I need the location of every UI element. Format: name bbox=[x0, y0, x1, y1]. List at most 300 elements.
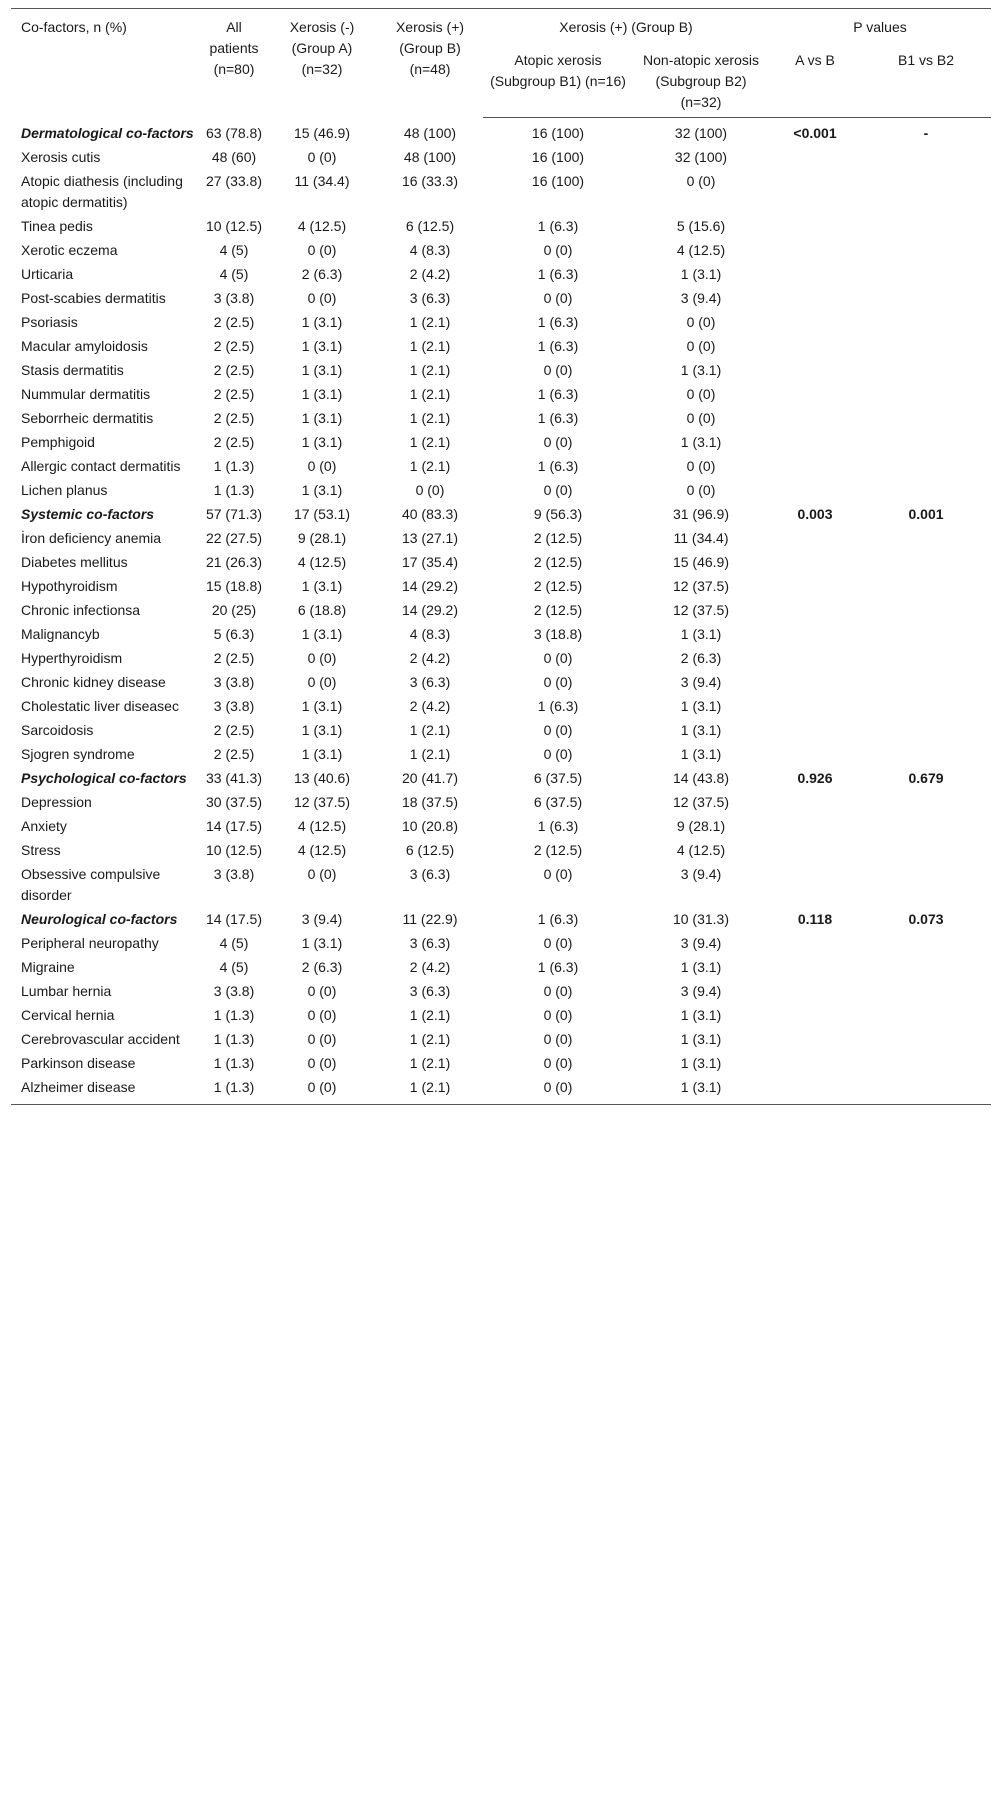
table-row bbox=[11, 527, 991, 551]
cell-group-b: 1 (2.1) bbox=[409, 338, 451, 354]
cell-all-patients: 15 (18.8) bbox=[205, 578, 263, 594]
cell-subgroup-b1: 1 (6.3) bbox=[537, 338, 579, 354]
cell-all-patients: 3 (3.8) bbox=[213, 866, 255, 882]
cell-group-b: 1 (2.1) bbox=[409, 458, 451, 474]
row-label: Parkinson disease bbox=[21, 1055, 136, 1071]
cell-p-a-vs-b bbox=[769, 335, 861, 359]
cell-group-b: 2 (4.2) bbox=[409, 266, 451, 282]
cell-p-a-vs-b bbox=[769, 719, 861, 743]
cell-group-b: 0 (0) bbox=[415, 482, 445, 498]
cell-subgroup-b2: 9 (28.1) bbox=[676, 818, 726, 834]
cell-subgroup-b1: 0 (0) bbox=[543, 722, 573, 738]
cell-p-b1-vs-b2 bbox=[861, 815, 991, 839]
cell-p-b1-vs-b2 bbox=[861, 1004, 991, 1028]
cell-group-a: 1 (3.1) bbox=[301, 338, 343, 354]
header-cofactors: Co-factors, n (%) bbox=[11, 9, 201, 118]
cell-subgroup-b1: 0 (0) bbox=[543, 674, 573, 690]
table-row bbox=[11, 932, 991, 956]
row-label: Seborrheic dermatitis bbox=[21, 410, 154, 426]
cell-group-b: 6 (12.5) bbox=[405, 218, 455, 234]
cell-subgroup-b2: 4 (12.5) bbox=[676, 242, 726, 258]
cell-subgroup-b2: 3 (9.4) bbox=[680, 290, 722, 306]
cell-group-a: 0 (0) bbox=[307, 149, 337, 165]
cell-all-patients: 3 (3.8) bbox=[213, 290, 255, 306]
cell-p-a-vs-b bbox=[769, 932, 861, 956]
cell-group-a: 1 (3.1) bbox=[301, 722, 343, 738]
table-row bbox=[11, 1052, 991, 1076]
table-row bbox=[11, 863, 991, 908]
table-row bbox=[11, 1076, 991, 1105]
cell-p-b1-vs-b2 bbox=[861, 575, 991, 599]
cell-subgroup-b2: 1 (3.1) bbox=[680, 626, 722, 642]
cell-p-a-vs-b bbox=[769, 1076, 861, 1105]
row-label: Tinea pedis bbox=[21, 218, 93, 234]
cell-subgroup-b2: 0 (0) bbox=[686, 314, 716, 330]
cell-all-patients: 1 (1.3) bbox=[213, 482, 255, 498]
cell-subgroup-b1: 0 (0) bbox=[543, 983, 573, 999]
row-label: Hypothyroidism bbox=[21, 578, 118, 594]
table-row bbox=[11, 170, 991, 215]
category-row bbox=[11, 503, 991, 527]
cell-group-a: 0 (0) bbox=[307, 650, 337, 666]
cell-p-b1-vs-b2 bbox=[861, 932, 991, 956]
header-group-a: Xerosis (-) (Group A) (n=32) bbox=[267, 9, 377, 118]
table-row bbox=[11, 287, 991, 311]
cell-subgroup-b1: 1 (6.3) bbox=[537, 410, 579, 426]
cell-all-patients: 4 (5) bbox=[219, 959, 249, 975]
cell-p-b1-vs-b2 bbox=[861, 455, 991, 479]
cell-subgroup-b2: 3 (9.4) bbox=[680, 866, 722, 882]
cell-p-b1-vs-b2 bbox=[861, 647, 991, 671]
cell-p-a-vs-b: <0.001 bbox=[793, 125, 837, 141]
cell-subgroup-b2: 12 (37.5) bbox=[672, 794, 730, 810]
cell-subgroup-b2: 1 (3.1) bbox=[633, 1076, 769, 1105]
cell-p-b1-vs-b2 bbox=[861, 863, 991, 908]
cell-group-b: 1 (2.1) bbox=[377, 1076, 483, 1105]
cell-p-b1-vs-b2 bbox=[861, 1052, 991, 1076]
cell-subgroup-b1: 2 (12.5) bbox=[533, 842, 583, 858]
cell-p-a-vs-b bbox=[769, 311, 861, 335]
cell-p-b1-vs-b2 bbox=[861, 170, 991, 215]
cell-group-b: 1 (2.1) bbox=[409, 1007, 451, 1023]
cell-subgroup-b2: 1 (3.1) bbox=[680, 1031, 722, 1047]
cell-group-a: 13 (40.6) bbox=[293, 770, 351, 786]
cell-subgroup-b2: 0 (0) bbox=[686, 386, 716, 402]
cell-all-patients: 21 (26.3) bbox=[205, 554, 263, 570]
table-row bbox=[11, 599, 991, 623]
cell-all-patients: 4 (5) bbox=[219, 266, 249, 282]
header-a-vs-b: A vs B bbox=[769, 42, 861, 118]
cell-all-patients: 1 (1.3) bbox=[213, 1055, 255, 1071]
cell-p-b1-vs-b2 bbox=[861, 743, 991, 767]
cell-group-a: 0 (0) bbox=[307, 458, 337, 474]
table-row bbox=[11, 359, 991, 383]
cell-group-b: 3 (6.3) bbox=[409, 674, 451, 690]
cell-group-b: 10 (20.8) bbox=[401, 818, 459, 834]
header-group-b: Xerosis (+) (Group B) (n=48) bbox=[377, 9, 483, 118]
cell-subgroup-b2: 12 (37.5) bbox=[672, 602, 730, 618]
cell-group-b: 1 (2.1) bbox=[409, 314, 451, 330]
row-label: Lichen planus bbox=[21, 482, 108, 498]
cell-group-b: 1 (2.1) bbox=[409, 362, 451, 378]
cofactors-table bbox=[11, 8, 991, 1105]
table-row bbox=[11, 980, 991, 1004]
table-row bbox=[11, 1028, 991, 1052]
cell-p-a-vs-b bbox=[769, 647, 861, 671]
row-label: Post-scabies dermatitis bbox=[21, 290, 166, 306]
cell-subgroup-b1: 1 (6.3) bbox=[537, 314, 579, 330]
row-label: Cervical hernia bbox=[21, 1007, 115, 1023]
table-row bbox=[11, 743, 991, 767]
table-row bbox=[11, 671, 991, 695]
table-row bbox=[11, 695, 991, 719]
cell-subgroup-b1: 0 (0) bbox=[543, 290, 573, 306]
cell-group-b: 3 (6.3) bbox=[409, 935, 451, 951]
cell-group-b: 48 (100) bbox=[403, 149, 457, 165]
cell-p-b1-vs-b2 bbox=[861, 215, 991, 239]
cell-p-a-vs-b bbox=[769, 623, 861, 647]
header-subgroup-b2: Non-atopic xerosis (Subgroup B2) (n=32) bbox=[633, 42, 769, 118]
table-row bbox=[11, 551, 991, 575]
cell-subgroup-b2: 1 (3.1) bbox=[680, 434, 722, 450]
table-row bbox=[11, 383, 991, 407]
cell-subgroup-b1: 0 (0) bbox=[543, 434, 573, 450]
cell-group-b: 4 (8.3) bbox=[409, 242, 451, 258]
row-label: Urticaria bbox=[21, 266, 74, 282]
table-header bbox=[11, 9, 991, 118]
cell-p-b1-vs-b2 bbox=[861, 719, 991, 743]
cell-p-a-vs-b bbox=[769, 551, 861, 575]
cell-group-a: 12 (37.5) bbox=[293, 794, 351, 810]
cell-p-a-vs-b bbox=[769, 1028, 861, 1052]
cell-group-b: 17 (35.4) bbox=[401, 554, 459, 570]
row-label: Alzheimer disease bbox=[11, 1076, 201, 1105]
cell-subgroup-b2: 32 (100) bbox=[674, 125, 728, 141]
cell-subgroup-b2: 1 (3.1) bbox=[680, 698, 722, 714]
cell-subgroup-b1: 1 (6.3) bbox=[537, 386, 579, 402]
cell-subgroup-b2: 3 (9.4) bbox=[680, 674, 722, 690]
table-container bbox=[11, 8, 991, 1105]
cell-p-a-vs-b bbox=[769, 743, 861, 767]
cell-group-b: 40 (83.3) bbox=[401, 506, 459, 522]
row-label: Malignancyb bbox=[21, 626, 100, 642]
cell-all-patients: 1 (1.3) bbox=[201, 1076, 267, 1105]
cell-group-a: 1 (3.1) bbox=[301, 314, 343, 330]
cell-all-patients: 3 (3.8) bbox=[213, 983, 255, 999]
cell-subgroup-b1: 16 (100) bbox=[531, 149, 585, 165]
row-label: Psoriasis bbox=[21, 314, 78, 330]
cell-all-patients: 20 (25) bbox=[211, 602, 257, 618]
row-label: Atopic diathesis (including atopic dermatitis) bbox=[21, 173, 183, 210]
cell-p-a-vs-b bbox=[769, 791, 861, 815]
cell-group-b: 48 (100) bbox=[403, 124, 457, 141]
cell-p-b1-vs-b2 bbox=[861, 623, 991, 647]
cell-subgroup-b2: 0 (0) bbox=[686, 482, 716, 498]
cell-group-b: 14 (29.2) bbox=[401, 578, 459, 594]
cell-group-b: 20 (41.7) bbox=[401, 770, 459, 786]
cell-all-patients: 4 (5) bbox=[219, 935, 249, 951]
cell-subgroup-b2: 12 (37.5) bbox=[672, 578, 730, 594]
cell-subgroup-b1: 9 (56.3) bbox=[533, 506, 583, 522]
cell-all-patients: 1 (1.3) bbox=[213, 1031, 255, 1047]
cell-all-patients: 33 (41.3) bbox=[205, 770, 263, 786]
cell-subgroup-b2: 1 (3.1) bbox=[680, 266, 722, 282]
cell-p-a-vs-b bbox=[769, 956, 861, 980]
row-label: Xerosis cutis bbox=[21, 149, 101, 165]
table-row bbox=[11, 839, 991, 863]
cell-all-patients: 3 (3.8) bbox=[213, 674, 255, 690]
cell-subgroup-b1: 1 (6.3) bbox=[537, 698, 579, 714]
cell-subgroup-b1: 0 (0) bbox=[543, 935, 573, 951]
header-group-b-span: Xerosis (+) (Group B) bbox=[483, 9, 769, 43]
cell-group-a: 11 (34.4) bbox=[294, 173, 350, 189]
header-subgroup-b1: Atopic xerosis (Subgroup B1) (n=16) bbox=[483, 42, 633, 118]
row-label: Pemphigoid bbox=[21, 434, 95, 450]
cell-group-b: 4 (8.3) bbox=[409, 626, 451, 642]
cell-p-a-vs-b bbox=[769, 695, 861, 719]
cell-p-a-vs-b bbox=[769, 431, 861, 455]
cell-subgroup-b1: 6 (37.5) bbox=[533, 770, 583, 786]
cell-group-b: 1 (2.1) bbox=[409, 722, 451, 738]
cell-group-a: 2 (6.3) bbox=[301, 266, 343, 282]
cell-p-b1-vs-b2 bbox=[861, 146, 991, 170]
cell-p-b1-vs-b2 bbox=[861, 479, 991, 503]
cell-subgroup-b1: 1 (6.3) bbox=[537, 959, 579, 975]
cell-p-a-vs-b bbox=[769, 407, 861, 431]
row-label: Sjogren syndrome bbox=[21, 746, 135, 762]
cell-subgroup-b1: 0 (0) bbox=[543, 482, 573, 498]
cell-all-patients: 3 (3.8) bbox=[213, 698, 255, 714]
cell-group-b: 1 (2.1) bbox=[409, 1055, 451, 1071]
cell-group-b: 2 (4.2) bbox=[409, 698, 451, 714]
row-label: Obsessive compulsive disorder bbox=[21, 866, 161, 903]
cell-subgroup-b2: 4 (12.5) bbox=[676, 842, 726, 858]
cell-subgroup-b2: 3 (9.4) bbox=[680, 983, 722, 999]
cell-group-b: 1 (2.1) bbox=[409, 386, 451, 402]
cell-p-b1-vs-b2 bbox=[861, 527, 991, 551]
cell-p-b1-vs-b2 bbox=[861, 551, 991, 575]
cell-all-patients: 2 (2.5) bbox=[213, 434, 255, 450]
cell-all-patients: 2 (2.5) bbox=[213, 722, 255, 738]
cell-p-b1-vs-b2 bbox=[861, 980, 991, 1004]
cell-group-b: 11 (22.9) bbox=[402, 911, 458, 927]
cell-subgroup-b1: 2 (12.5) bbox=[533, 554, 583, 570]
cell-subgroup-b2: 1 (3.1) bbox=[680, 362, 722, 378]
cell-all-patients: 2 (2.5) bbox=[213, 314, 255, 330]
header-p-values: P values bbox=[769, 9, 991, 43]
cell-subgroup-b2: 32 (100) bbox=[674, 149, 728, 165]
cell-subgroup-b1: 1 (6.3) bbox=[537, 266, 579, 282]
cell-p-b1-vs-b2 bbox=[861, 287, 991, 311]
cell-p-a-vs-b bbox=[769, 839, 861, 863]
row-label: Lumbar hernia bbox=[21, 983, 112, 999]
table-row bbox=[11, 956, 991, 980]
cell-group-a: 4 (12.5) bbox=[297, 218, 347, 234]
cell-subgroup-b1: 16 (100) bbox=[531, 125, 585, 141]
cell-subgroup-b2: 2 (6.3) bbox=[680, 650, 722, 666]
cell-subgroup-b2: 0 (0) bbox=[686, 458, 716, 474]
cell-p-b1-vs-b2 bbox=[861, 956, 991, 980]
table-row bbox=[11, 146, 991, 170]
table-row bbox=[11, 407, 991, 431]
cell-subgroup-b1: 1 (6.3) bbox=[537, 218, 579, 234]
cell-subgroup-b1: 0 (0) bbox=[543, 1007, 573, 1023]
category-row bbox=[11, 908, 991, 932]
cell-p-a-vs-b bbox=[769, 1052, 861, 1076]
cell-p-a-vs-b bbox=[769, 215, 861, 239]
cell-p-b1-vs-b2: - bbox=[923, 125, 929, 141]
cell-subgroup-b1: 3 (18.8) bbox=[533, 626, 583, 642]
table-body bbox=[11, 118, 991, 1105]
table-row bbox=[11, 215, 991, 239]
cell-all-patients: 2 (2.5) bbox=[213, 410, 255, 426]
table-row bbox=[11, 431, 991, 455]
cell-p-a-vs-b bbox=[769, 980, 861, 1004]
cell-group-a: 1 (3.1) bbox=[301, 410, 343, 426]
table-row bbox=[11, 455, 991, 479]
row-label: Migraine bbox=[21, 959, 75, 975]
cell-subgroup-b1: 0 (0) bbox=[543, 1055, 573, 1071]
cell-group-a: 1 (3.1) bbox=[301, 482, 343, 498]
cell-all-patients: 2 (2.5) bbox=[213, 338, 255, 354]
cell-p-a-vs-b: 0.003 bbox=[797, 506, 833, 522]
row-label: Anxiety bbox=[21, 818, 67, 834]
cell-subgroup-b2: 1 (3.1) bbox=[680, 959, 722, 975]
cell-subgroup-b1: 2 (12.5) bbox=[533, 530, 583, 546]
cell-p-a-vs-b bbox=[769, 455, 861, 479]
cell-p-b1-vs-b2 bbox=[861, 407, 991, 431]
table-row bbox=[11, 335, 991, 359]
cell-p-a-vs-b bbox=[769, 239, 861, 263]
cell-all-patients: 2 (2.5) bbox=[213, 386, 255, 402]
cell-group-a: 0 (0) bbox=[307, 1031, 337, 1047]
cell-group-b: 16 (33.3) bbox=[401, 173, 459, 189]
cell-p-b1-vs-b2 bbox=[861, 383, 991, 407]
cell-p-b1-vs-b2: 0.679 bbox=[908, 770, 944, 786]
row-label: Sarcoidosis bbox=[21, 722, 94, 738]
row-label: Psychological co-factors bbox=[21, 770, 187, 786]
cell-subgroup-b2: 5 (15.6) bbox=[676, 218, 726, 234]
cell-p-b1-vs-b2 bbox=[861, 335, 991, 359]
cell-group-a: 1 (3.1) bbox=[301, 578, 343, 594]
cell-group-b: 1 (2.1) bbox=[409, 434, 451, 450]
cell-p-a-vs-b bbox=[769, 146, 861, 170]
row-label: Stress bbox=[21, 842, 61, 858]
cell-group-a: 1 (3.1) bbox=[301, 434, 343, 450]
table-row bbox=[11, 239, 991, 263]
cell-subgroup-b1: 1 (6.3) bbox=[537, 818, 579, 834]
cell-group-a: 3 (9.4) bbox=[301, 911, 343, 927]
table-row bbox=[11, 479, 991, 503]
cell-subgroup-b1: 6 (37.5) bbox=[533, 794, 583, 810]
cell-p-b1-vs-b2 bbox=[861, 239, 991, 263]
cell-subgroup-b1: 0 (0) bbox=[543, 746, 573, 762]
cell-p-b1-vs-b2 bbox=[861, 695, 991, 719]
row-label: Macular amyloidosis bbox=[21, 338, 148, 354]
cell-p-b1-vs-b2: 0.001 bbox=[908, 506, 944, 522]
cell-p-b1-vs-b2 bbox=[861, 431, 991, 455]
cell-group-a: 0 (0) bbox=[307, 1007, 337, 1023]
cell-group-a: 2 (6.3) bbox=[301, 959, 343, 975]
cell-group-a: 9 (28.1) bbox=[297, 530, 347, 546]
row-label: Cholestatic liver diseasec bbox=[21, 698, 179, 714]
cell-subgroup-b1: 0 (0) bbox=[543, 650, 573, 666]
cell-subgroup-b2: 14 (43.8) bbox=[672, 770, 730, 786]
cell-all-patients: 1 (1.3) bbox=[213, 458, 255, 474]
cell-group-b: 2 (4.2) bbox=[409, 650, 451, 666]
cell-p-a-vs-b: 0.926 bbox=[797, 770, 833, 786]
row-label: Peripheral neuropathy bbox=[21, 935, 159, 951]
cell-group-b: 14 (29.2) bbox=[401, 602, 459, 618]
cell-group-b: 13 (27.1) bbox=[401, 530, 459, 546]
cell-group-a: 0 (0) bbox=[267, 1076, 377, 1105]
cell-group-b: 18 (37.5) bbox=[401, 794, 459, 810]
cell-group-b: 3 (6.3) bbox=[409, 290, 451, 306]
row-label: Cerebrovascular accident bbox=[21, 1031, 180, 1047]
cell-subgroup-b1: 2 (12.5) bbox=[533, 578, 583, 594]
cell-group-a: 4 (12.5) bbox=[297, 554, 347, 570]
cell-p-a-vs-b bbox=[769, 527, 861, 551]
cell-p-b1-vs-b2 bbox=[861, 599, 991, 623]
cell-group-a: 17 (53.1) bbox=[293, 506, 351, 522]
row-label: Diabetes mellitus bbox=[21, 554, 128, 570]
cell-all-patients: 14 (17.5) bbox=[205, 911, 263, 927]
cell-subgroup-b2: 10 (31.3) bbox=[672, 911, 730, 927]
cell-subgroup-b1: 16 (100) bbox=[531, 173, 585, 189]
cell-p-b1-vs-b2 bbox=[861, 311, 991, 335]
cell-subgroup-b2: 11 (34.4) bbox=[673, 530, 729, 546]
cell-group-b: 1 (2.1) bbox=[409, 1031, 451, 1047]
cell-subgroup-b2: 0 (0) bbox=[686, 338, 716, 354]
cell-p-a-vs-b bbox=[769, 671, 861, 695]
table-row bbox=[11, 575, 991, 599]
cell-group-b: 2 (4.2) bbox=[409, 959, 451, 975]
cell-group-a: 1 (3.1) bbox=[301, 626, 343, 642]
cell-p-a-vs-b bbox=[769, 383, 861, 407]
cell-all-patients: 22 (27.5) bbox=[205, 530, 263, 546]
cell-p-a-vs-b bbox=[769, 1004, 861, 1028]
cell-p-a-vs-b bbox=[769, 479, 861, 503]
cell-group-a: 1 (3.1) bbox=[301, 362, 343, 378]
cell-group-a: 0 (0) bbox=[307, 983, 337, 999]
cell-all-patients: 63 (78.8) bbox=[205, 124, 263, 141]
cell-all-patients: 57 (71.3) bbox=[205, 506, 263, 522]
cell-group-b: 6 (12.5) bbox=[405, 842, 455, 858]
cell-group-a: 1 (3.1) bbox=[301, 746, 343, 762]
table-row bbox=[11, 1004, 991, 1028]
cell-all-patients: 10 (12.5) bbox=[205, 218, 263, 234]
row-label: Dermatological co-factors bbox=[21, 124, 194, 141]
row-label: Xerotic eczema bbox=[21, 242, 118, 258]
cell-all-patients: 14 (17.5) bbox=[205, 818, 263, 834]
cell-group-a: 0 (0) bbox=[307, 1055, 337, 1071]
cell-subgroup-b1: 0 (0) bbox=[483, 1076, 633, 1105]
cell-p-b1-vs-b2 bbox=[861, 839, 991, 863]
cell-p-a-vs-b bbox=[769, 287, 861, 311]
cell-group-a: 0 (0) bbox=[307, 866, 337, 882]
header-b1-vs-b2: B1 vs B2 bbox=[861, 42, 991, 118]
cell-p-a-vs-b bbox=[769, 263, 861, 287]
cell-subgroup-b1: 1 (6.3) bbox=[537, 458, 579, 474]
cell-all-patients: 4 (5) bbox=[219, 242, 249, 258]
header-all-patients: All patients (n=80) bbox=[201, 9, 267, 118]
table-row bbox=[11, 311, 991, 335]
cell-p-b1-vs-b2 bbox=[861, 359, 991, 383]
cell-all-patients: 1 (1.3) bbox=[213, 1007, 255, 1023]
table-row bbox=[11, 647, 991, 671]
cell-subgroup-b2: 1 (3.1) bbox=[680, 1055, 722, 1071]
cell-subgroup-b2: 1 (3.1) bbox=[680, 722, 722, 738]
